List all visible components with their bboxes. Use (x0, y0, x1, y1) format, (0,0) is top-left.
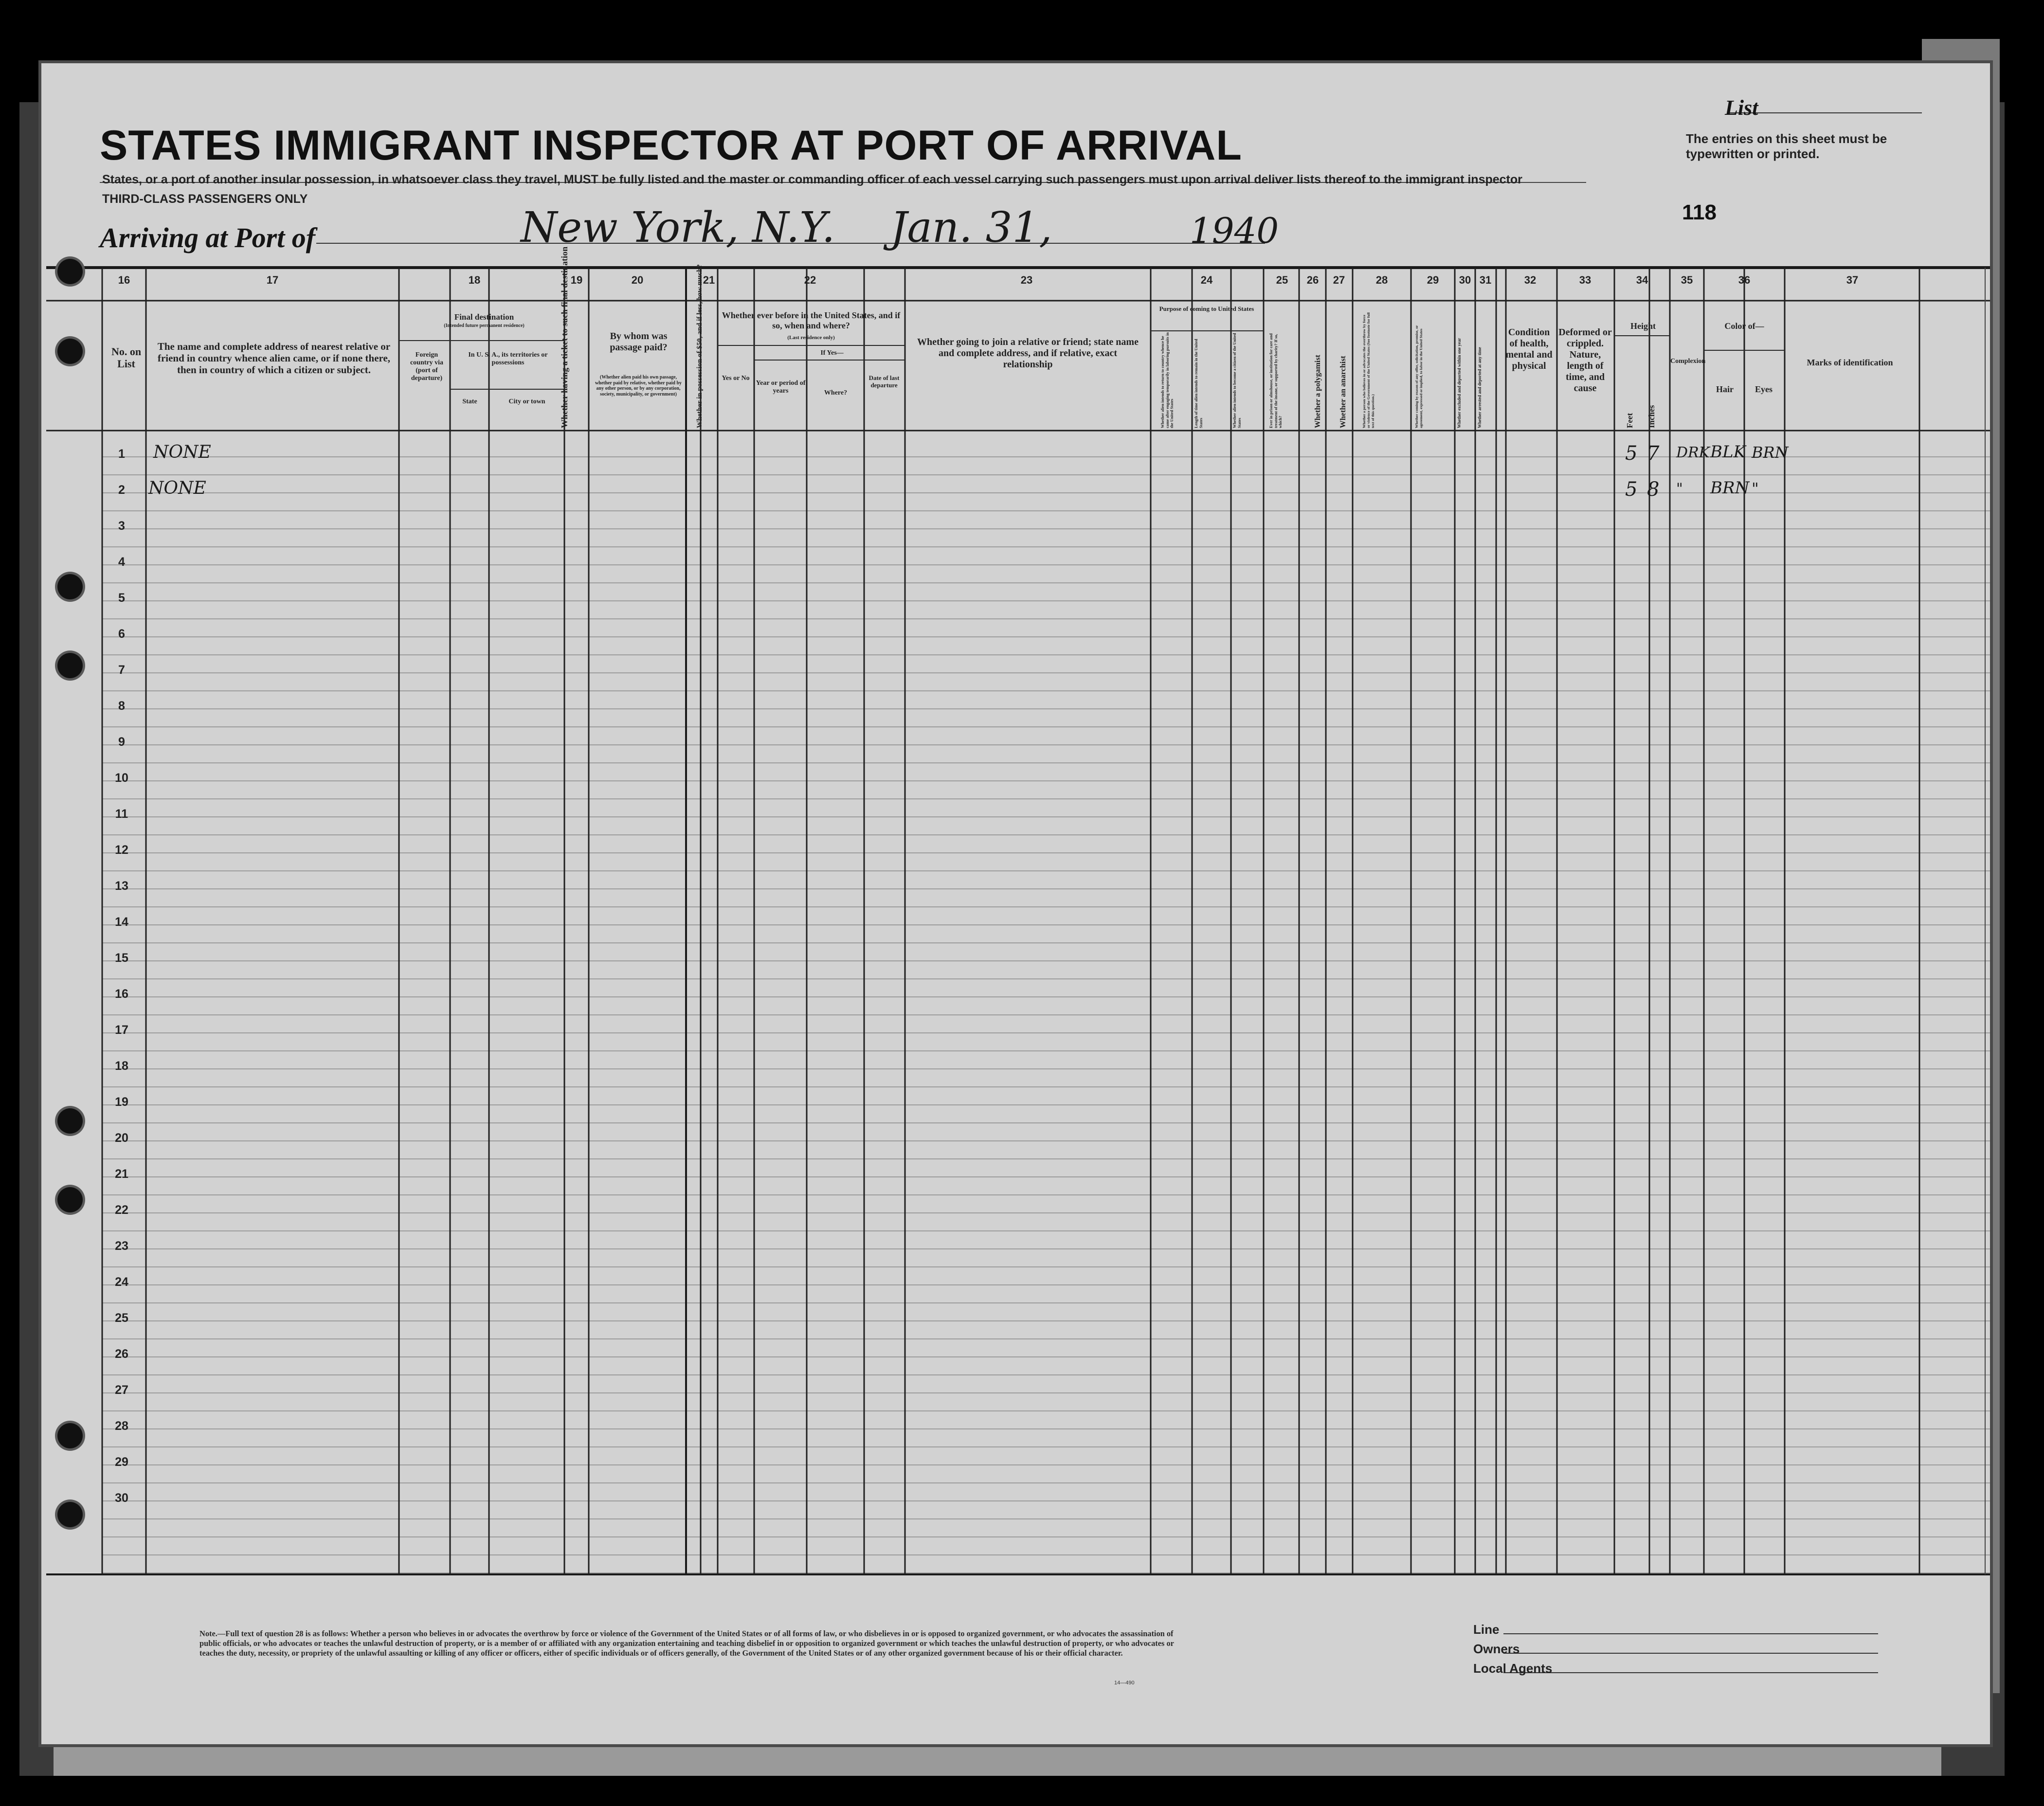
header-c36-title: Color of— (1724, 321, 1764, 331)
punch-hole (57, 653, 83, 678)
column-number: 20 (631, 274, 644, 286)
entry-complexion: DRK (1676, 444, 1710, 461)
row-number: 5 (118, 591, 125, 605)
header-c29: Whether coming by reason of any offer, solicitation, promise, or agreement, expressed or implied, to labor in the United States (1414, 325, 1423, 428)
entry-height-inches: 8 (1647, 478, 1660, 501)
header-c30: Whether excluded and deported within one year (1457, 338, 1462, 428)
entry-hair: BRN (1710, 478, 1750, 498)
column-number: 23 (1020, 274, 1033, 286)
footer-owners-label: Owners (1473, 1642, 1520, 1656)
entries-note: The entries on this sheet must be typewritten or printed. (1686, 131, 1887, 161)
header-c18-foreign: Foreign country via (port of departure) (410, 351, 444, 382)
header-no-on-list: No. on List (111, 345, 142, 370)
header-c18-usa: In U. S. A., its territories or possessions (468, 351, 548, 367)
row-number: 19 (115, 1095, 128, 1109)
column-number: 27 (1333, 274, 1345, 286)
row-number: 27 (115, 1383, 128, 1397)
header-c17: The name and complete address of nearest relative or friend in country whence alien came, or if none there, then in country of which a citizen or subject. (157, 341, 391, 376)
header-c24-b: Length of time alien intends to remain in the United States (1194, 339, 1203, 428)
row-number: 15 (115, 951, 128, 965)
row-number: 18 (115, 1059, 128, 1073)
entry-hair: BLK (1710, 442, 1746, 462)
column-number: 36 (1738, 274, 1751, 286)
header-c33: Deformed or crippled. Nature, length of time, and cause (1558, 327, 1612, 394)
header-c28: Whether a person who believes in or advocates the overthrow by force or violence of the Government of the United States (See footnote for full text of this question.) (1362, 312, 1375, 428)
header-c32: Condition of health, mental and physical (1505, 327, 1553, 371)
row-number: 17 (115, 1023, 128, 1037)
row-number: 10 (115, 771, 128, 785)
header-c20-title: By whom was passage paid? (610, 331, 668, 353)
header-c36-eyes: Eyes (1755, 384, 1773, 394)
column-number: 21 (703, 274, 715, 286)
column-number: 29 (1427, 274, 1439, 286)
column-number: 24 (1200, 274, 1213, 286)
header-c35: Complexion (1670, 358, 1706, 365)
handwritten-port: New York, N.Y. (521, 203, 835, 252)
list-label: List (1725, 96, 1758, 120)
entry-relative: NONE (148, 478, 206, 498)
row-number: 16 (115, 987, 128, 1001)
header-c18-sub: (Intended future permanent residence) (444, 323, 525, 328)
column-number: 17 (266, 274, 279, 286)
punch-hole (57, 1502, 83, 1527)
row-number: 30 (115, 1491, 128, 1505)
column-number: 26 (1306, 274, 1319, 286)
row-number: 6 (118, 627, 125, 641)
footnote: Note.—Full text of question 28 is as follows: Whether a person who believes in or advocates the overthrow by force or violence of the Government of the United States or of all forms of law, or who disbelieves in or is opposed to organized government, or who advocates the assassination of public officials, or who advocates or teaches the unlawful destruction of property, or is a member of or affiliated with any organization entertaining and teaching disbelief in or opposition to organized government or which teaches the unlawful destruction of property, or who advocates or teaches the duty, necessity, or propriety of the unlawful assaulting or killing of any officer or officers, either of specific individuals or of officers generally, of the Government of the United States or of any other organized government because of his or their official character. (199, 1629, 1174, 1658)
arriving-label: Arriving at Port of (100, 222, 316, 253)
row-number: 11 (115, 807, 128, 821)
header-c24-a: Whether alien intends to return to country whence he came after engaging temporarily in laboring pursuits in the United States (1160, 332, 1175, 428)
column-number: 28 (1375, 274, 1388, 286)
form-subtitle: States, or a port of another insular possession, in whatsoever class they travel, MUST be fully listed and the master or commanding officer of each vessel carrying such passengers must upon arrival deliver lists thereof to the immigrant inspector (102, 173, 1522, 186)
column-number: 32 (1524, 274, 1537, 286)
punch-hole (57, 1187, 83, 1212)
row-number: 22 (115, 1203, 128, 1217)
class-line: THIRD-CLASS PASSENGERS ONLY (102, 192, 308, 206)
column-number: 16 (118, 274, 130, 286)
header-c22-date: Date of last departure (868, 374, 900, 389)
header-c22-where: Where? (824, 389, 848, 397)
entry-relative: NONE (153, 442, 211, 462)
row-number: 26 (115, 1347, 128, 1361)
header-c18-state: State (462, 398, 477, 405)
row-number: 12 (115, 843, 128, 857)
header-c25: Ever in prison or almshouse, or institution for care and treatment of the insane, or supported by charity? If so, which? (1269, 333, 1283, 428)
punch-hole (57, 339, 83, 364)
header-c21: Whether in possession of $50, and if less, how much? (696, 264, 704, 428)
header-c34-title: Height (1630, 321, 1656, 331)
header-c22-yesno: Yes or No (722, 375, 750, 382)
column-number: 37 (1846, 274, 1859, 286)
header-c22-sub: (Last residence only) (787, 335, 835, 341)
row-number: 25 (115, 1311, 128, 1325)
column-number: 34 (1636, 274, 1648, 286)
row-number: 2 (118, 483, 125, 497)
row-number: 23 (115, 1239, 128, 1253)
column-number: 22 (804, 274, 816, 286)
header-c23: Whether going to join a relative or friend; state name and complete address, and if relative, exact relationship (917, 337, 1139, 370)
column-number: 31 (1479, 274, 1492, 286)
column-number: 19 (570, 274, 583, 286)
form-number: 14—490 (1114, 1680, 1135, 1686)
header-c18-title: Final destination (454, 312, 514, 322)
handwritten-date: Jan. 31, (890, 203, 1052, 252)
header-c22-title: Whether ever before in the United States, and if so, when and where? (722, 310, 901, 330)
row-number: 20 (115, 1131, 128, 1145)
column-number: 25 (1276, 274, 1288, 286)
header-c22-ifyes: If Yes— (820, 349, 844, 357)
entry-complexion: " (1676, 480, 1683, 497)
punch-hole (57, 574, 83, 599)
row-number: 28 (115, 1419, 128, 1433)
column-number: 33 (1579, 274, 1592, 286)
header-c22-year: Year or period of years (756, 379, 806, 395)
header-c36-hair: Hair (1716, 384, 1734, 394)
row-number: 29 (115, 1455, 128, 1469)
row-number: 3 (118, 519, 125, 533)
column-number: 35 (1681, 274, 1693, 286)
row-number: 24 (115, 1275, 128, 1289)
row-number: 13 (115, 879, 128, 893)
form-title: STATES IMMIGRANT INSPECTOR AT PORT OF ARRIVAL (100, 122, 1242, 169)
header-c24-c: Whether alien intends to become a citizen of the United States (1232, 333, 1242, 428)
column-number: 30 (1459, 274, 1471, 286)
row-number: 21 (115, 1167, 128, 1181)
header-c18-city: City or town (508, 398, 545, 405)
sheet-number: 118 (1682, 200, 1717, 224)
header-c19: Whether having a ticket to such final destination (560, 246, 569, 428)
header-c26: Whether a polygamist (1314, 355, 1322, 428)
footer-agents-label: Local Agents (1473, 1661, 1553, 1676)
row-number: 9 (118, 735, 125, 749)
header-c37: Marks of identification (1807, 358, 1893, 367)
row-number: 1 (118, 447, 125, 461)
row-number: 4 (118, 555, 125, 569)
entry-height-inches: 7 (1647, 442, 1660, 465)
footer-line-label: Line (1473, 1622, 1500, 1637)
entry-height-feet: 5 (1625, 442, 1638, 465)
header-c34-feet: Feet (1625, 413, 1634, 428)
entry-height-feet: 5 (1625, 478, 1638, 501)
handwritten-year: 1940 (1190, 210, 1279, 251)
entry-eyes: " (1752, 479, 1759, 498)
punch-hole (57, 1108, 83, 1134)
row-number: 7 (118, 663, 125, 677)
row-number: 8 (118, 699, 125, 713)
column-number: 18 (468, 274, 481, 286)
punch-hole (57, 1423, 83, 1448)
entry-eyes: BRN (1752, 443, 1789, 462)
row-number: 14 (115, 915, 128, 929)
punch-hole (57, 259, 83, 284)
header-c31: Whether arrested and deported at any time (1477, 347, 1482, 428)
header-c34-inches: Inches (1647, 405, 1656, 428)
header-c24-title: Purpose of coming to United States (1159, 305, 1254, 312)
header-c20-sub: (Whether alien paid his own passage, whether paid by relative, whether paid by any other person, or by any corporation, society, municipality, or government) (595, 375, 682, 397)
header-c27: Whether an anarchist (1339, 356, 1347, 428)
